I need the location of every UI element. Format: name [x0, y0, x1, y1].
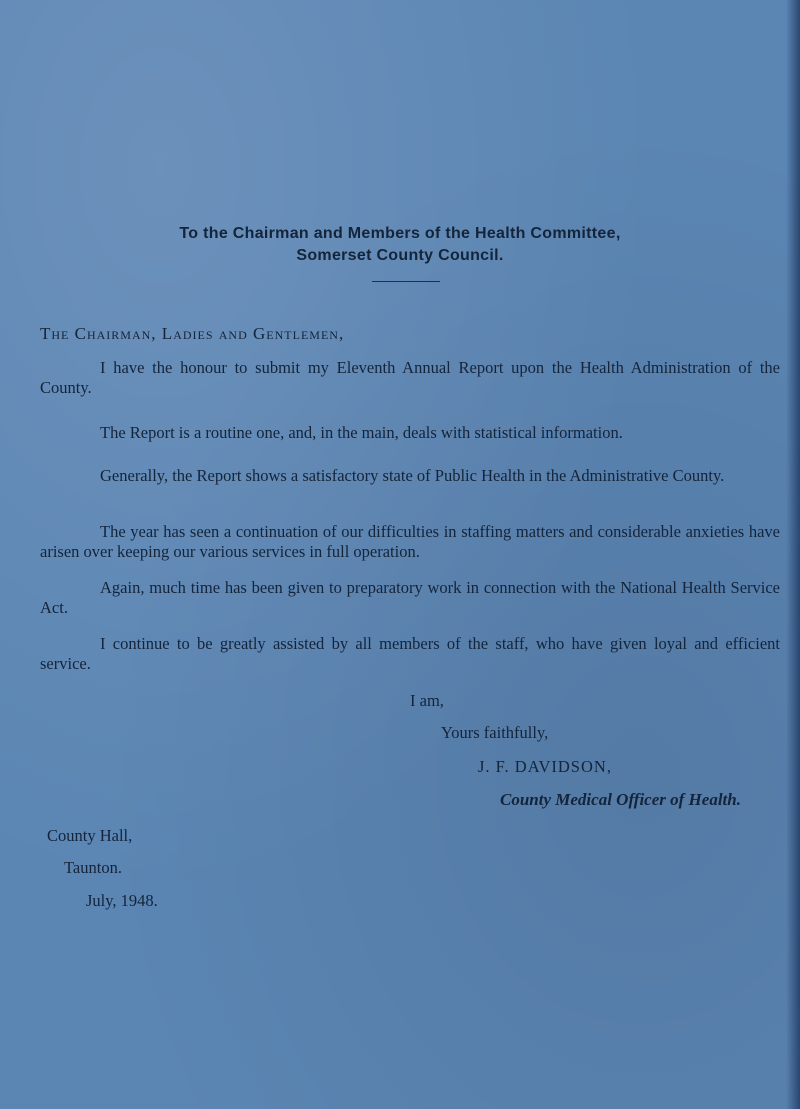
header-addressee: To the Chairman and Members of the Health Committee, [179, 225, 621, 242]
letter-header [0, 223, 800, 267]
page-edge-shadow [786, 0, 800, 1109]
signoff-name: J. F. DAVIDSON, [478, 757, 612, 776]
header-council: Somerset County Council. [296, 247, 504, 264]
signoff-closing: Yours faithfully, [441, 723, 549, 742]
signoff-i-am: I am, [410, 691, 444, 710]
paragraph-1: I have the honour to submit my Eleventh Annual Report upon the Health Administration of the County. [40, 358, 780, 397]
header-divider [372, 281, 440, 282]
paragraph-3: Generally, the Report shows a satisfactory state of Public Health in the Administrative County. [100, 466, 725, 485]
paragraph-4: The year has seen a continuation of our difficulties in staffing matters and considerable anxieties have arisen over keeping our various services in full operation. [40, 522, 780, 561]
paragraph-6: I continue to be greatly assisted by all members of the staff, who have given loyal and efficient service. [40, 634, 780, 673]
salutation: The Chairman, Ladies and Gentlemen, [40, 324, 345, 343]
address-line-1: County Hall, [47, 826, 133, 845]
paragraph-5: Again, much time has been given to preparatory work in connection with the National Health Service Act. [40, 578, 780, 617]
address-line-2: Taunton. [64, 858, 122, 877]
letter-date: July, 1948. [86, 891, 158, 910]
paragraph-2: The Report is a routine one, and, in the main, deals with statistical information. [100, 423, 623, 442]
signoff-title: County Medical Officer of Health. [500, 790, 741, 809]
